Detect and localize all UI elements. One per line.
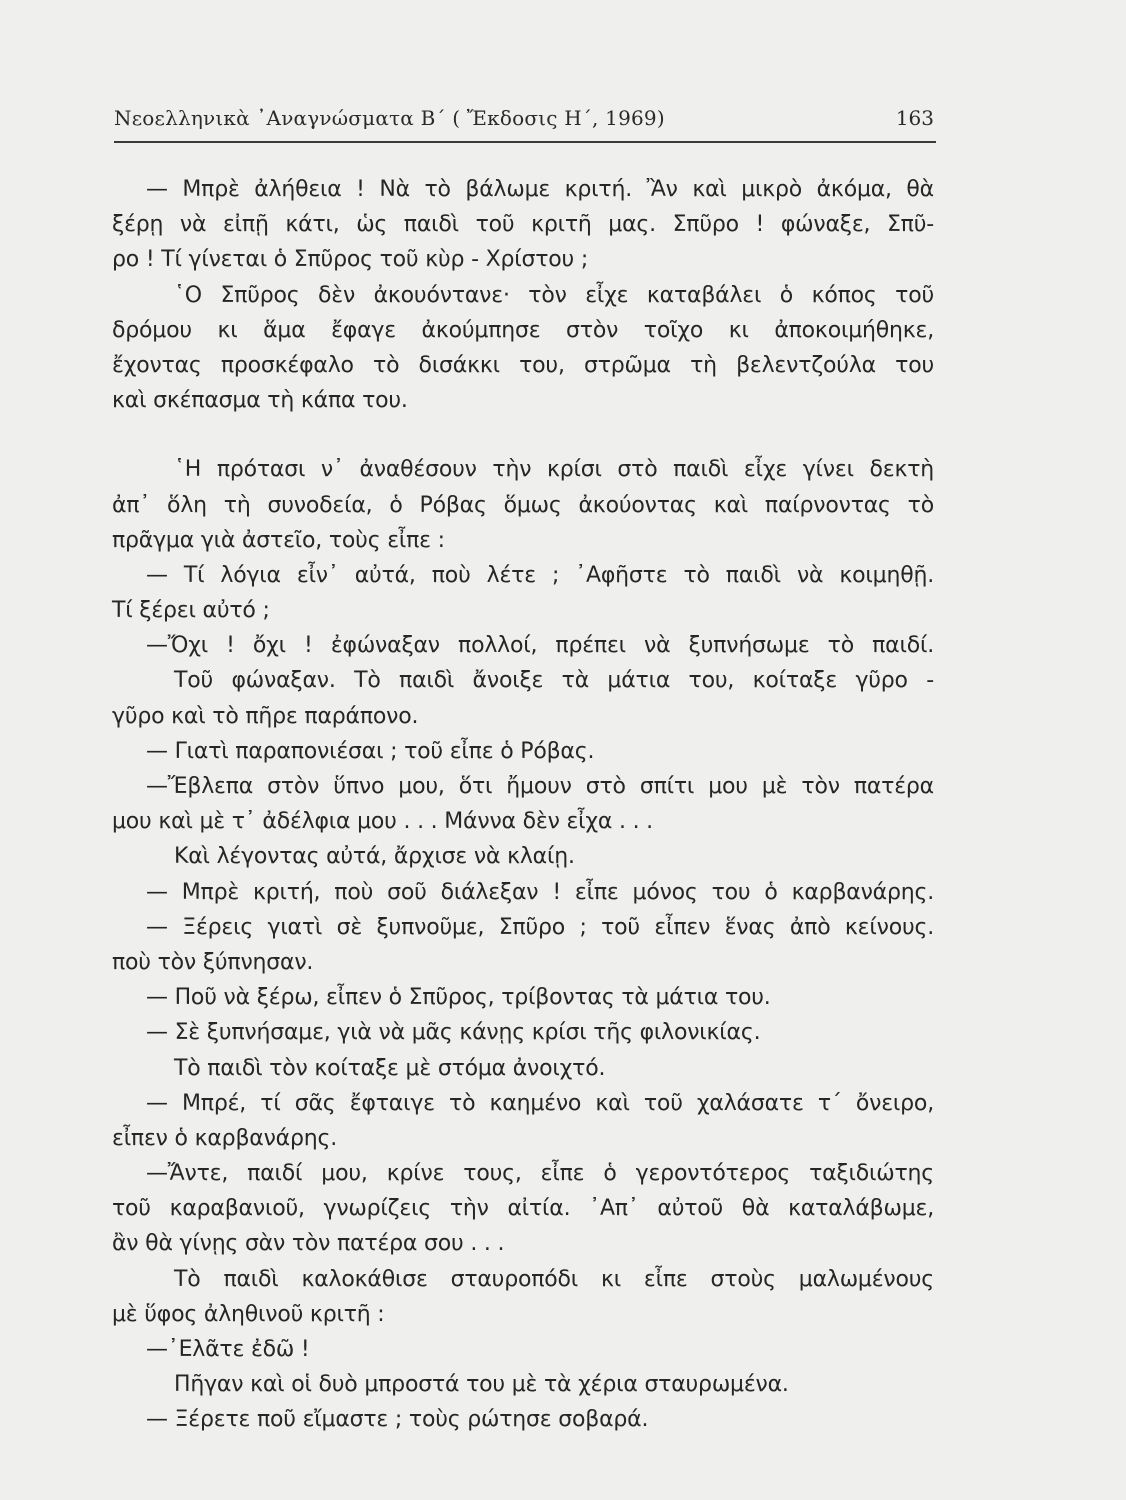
- text-line: —Ἔβλεπα στὸν ὕπνο μου, ὅτι ἤμουν στὸ σπίτι μου μὲ τὸν πατέρα: [146, 774, 934, 799]
- body-text: [112, 172, 934, 1438]
- text-line: δρόμου κι ἅμα ἔφαγε ἀκούμπησε στὸν τοῖχο κι ἀποκοιμήθηκε,: [112, 317, 934, 343]
- text-line: Τὸ παιδὶ καλοκάθισε σταυροπόδι κι εἶπε στοὺς μαλωμένους: [174, 1266, 934, 1292]
- running-header: [114, 106, 936, 140]
- text-line: — Ποῦ νὰ ξέρω, εἶπεν ὁ Σπῦρος, τρίβοντας τὰ μάτια του.: [146, 985, 771, 1011]
- text-line: — Ξέρετε ποῦ εἴμαστε ; τοὺς ρώτησε σοβαρά.: [146, 1407, 649, 1433]
- text-line: ῾Η πρότασι ν᾿ ἀναθέσουν τὴν κρίσι στὸ παιδὶ εἶχε γίνει δεκτὴ: [174, 457, 934, 483]
- header-title: Νεοελληνικὰ ᾿Αναγνώσματα Β΄ ( Ἔκδοσις Η΄, 1969): [114, 106, 665, 130]
- header-rule: [114, 141, 936, 143]
- text-line: —Ὄχι ! ὄχι ! ἐφώναξαν πολλοί, πρέπει νὰ ξυπνήσωμε τὸ παιδί.: [146, 633, 934, 659]
- text-line: — Μπρέ, τί σᾶς ἔφταιγε τὸ καημένο καὶ τοῦ χαλάσατε τ΄ ὄνειρο,: [146, 1090, 934, 1116]
- text-line: ποὺ τὸν ξύπνησαν.: [112, 949, 314, 975]
- text-line: —᾿Ελᾶτε ἐδῶ !: [146, 1337, 310, 1362]
- text-line: — Τί λόγια εἶν᾿ αὐτά, ποὺ λέτε ; ᾿Αφῆστε τὸ παιδὶ νὰ κοιμηθῇ.: [146, 562, 934, 588]
- text-line: Πῆγαν καὶ οἱ δυὸ μπροστά του μὲ τὰ χέρια σταυρωμένα.: [174, 1372, 789, 1398]
- text-line: — Γιατὶ παραπονιέσαι ; τοῦ εἶπε ὁ Ρόβας.: [146, 738, 595, 764]
- text-line: —Ἄντε, παιδί μου, κρίνε τους, εἶπε ὁ γεροντότερος ταξιδιώτης: [146, 1161, 934, 1187]
- text-line: πρᾶγμα γιὰ ἀστεῖο, τοὺς εἶπε :: [112, 527, 445, 553]
- page-number: 163: [895, 106, 934, 130]
- text-line: Τοῦ φώναξαν. Τὸ παιδὶ ἄνοιξε τὰ μάτια του, κοίταξε γῦρο -: [174, 668, 934, 694]
- paragraph-gap: [112, 418, 934, 452]
- text-line: ξέρῃ νὰ εἰπῇ κάτι, ὡς παιδὶ τοῦ κριτῆ μας. Σπῦρο ! φώναξε, Σπῦ-: [112, 212, 934, 238]
- text-line: Τί ξέρει αὐτό ;: [112, 598, 270, 624]
- text-line: μὲ ὕφος ἀληθινοῦ κριτῆ :: [112, 1301, 385, 1327]
- text-line: ρο ! Τί γίνεται ὁ Σπῦρος τοῦ κὺρ - Χρίστου ;: [112, 247, 589, 273]
- text-line: — Σὲ ξυπνήσαμε, γιὰ νὰ μᾶς κάνῃς κρίσι τῆς φιλονικίας.: [146, 1020, 761, 1046]
- text-line: εἶπεν ὁ καρβανάρης.: [112, 1125, 337, 1151]
- text-line: — Μπρὲ ἀλήθεια ! Νὰ τὸ βάλωμε κριτή. Ἂν καὶ μικρὸ ἀκόμα, θὰ: [146, 177, 934, 202]
- text-line: τοῦ καραβανιοῦ, γνωρίζεις τὴν αἰτία. ᾿Απ᾿ αὐτοῦ θὰ καταλάβωμε,: [112, 1196, 934, 1222]
- text-line: ῾Ο Σπῦρος δὲν ἀκουόντανε· τὸν εἶχε καταβάλει ὁ κόπος τοῦ: [174, 282, 934, 308]
- text-line: ἀπ᾿ ὅλη τὴ συνοδεία, ὁ Ρόβας ὅμως ἀκούοντας καὶ παίρνοντας τὸ: [112, 492, 934, 518]
- text-line: γῦρο καὶ τὸ πῆρε παράπονο.: [112, 703, 419, 729]
- text-line: μου καὶ μὲ τ᾿ ἀδέλφια μου . . . Μάννα δὲν εἶχα . . .: [112, 809, 653, 835]
- text-line: καὶ σκέπασμα τὴ κάπα του.: [112, 388, 408, 414]
- text-line: ἂν θὰ γίνῃς σὰν τὸν πατέρα σου . . .: [112, 1231, 505, 1257]
- text-line: Καὶ λέγοντας αὐτά, ἄρχισε νὰ κλαίῃ.: [174, 844, 575, 870]
- text-line: ἔχοντας προσκέφαλο τὸ δισάκκι του, στρῶμα τὴ βελεντζούλα του: [112, 352, 934, 378]
- text-line: Τὸ παιδὶ τὸν κοίταξε μὲ στόμα ἀνοιχτό.: [174, 1055, 606, 1081]
- text-line: — Ξέρεις γιατὶ σὲ ξυπνοῦμε, Σπῦρο ; τοῦ εἶπεν ἕνας ἀπὸ κείνους.: [146, 914, 934, 940]
- text-line: — Μπρὲ κριτή, ποὺ σοῦ διάλεξαν ! εἶπε μόνος του ὁ καρβανάρης.: [146, 879, 934, 905]
